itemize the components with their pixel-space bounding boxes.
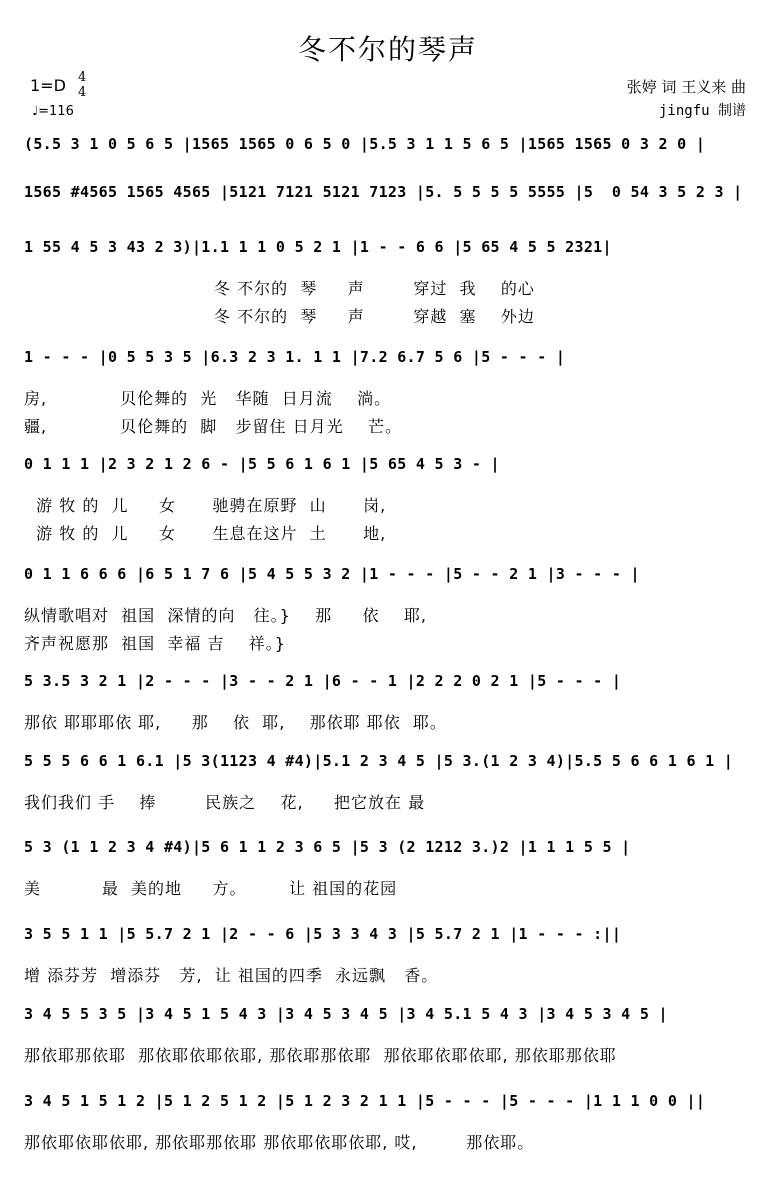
time-signature <box>78 70 86 100</box>
beam-underline <box>32 262 732 263</box>
credits-engraver: jingfu 制谱 <box>658 103 746 119</box>
notation-line: 1565 #4565 1565 4565 |5121 7121 5121 7123 |5. 5 5 5 5 5555 |5 0 54 3 5 2 3 | <box>24 183 743 201</box>
lyric-line: 游 牧 的 儿 女 生息在这片 土 地, <box>24 524 387 543</box>
time-bottom: 4 <box>78 85 87 100</box>
lyric-line: 冬 不尔的 琴 声 穿越 塞 外边 <box>214 307 535 326</box>
beam-underline <box>32 949 732 950</box>
notation-line: 3 4 5 5 3 5 |3 4 5 1 5 4 3 |3 4 5 3 4 5 |3 4 5.1 5 4 3 |3 4 5 3 4 5 | <box>24 1005 668 1023</box>
lyric-line: 那依 耶耶耶依 耶, 那 依 耶, 那依耶 耶依 耶。 <box>24 713 447 732</box>
notation-line: 1 - - - |0 5 5 3 5 |6.3 2 3 1. 1 1 |7.2 6.7 5 6 |5 - - - | <box>24 348 566 366</box>
notation-line: 3 4 5 1 5 1 2 |5 1 2 5 1 2 |5 1 2 3 2 1 1 |5 - - - |5 - - - |1 1 1 0 0 || <box>24 1092 706 1110</box>
lyric-line: 增 添芬芳 增添芬 芳, 让 祖国的四季 永远飘 香。 <box>24 966 439 985</box>
notation-line: 1 55 4 5 3 43 2 3)|1.1 1 1 0 5 2 1 |1 - - 6 6 |5 65 4 5 5 2321| <box>24 238 612 256</box>
beam-underline <box>32 696 732 697</box>
beam-underline <box>32 589 732 590</box>
beam-underline <box>32 776 732 777</box>
credits-lyricist-composer: 张婷 词 王义来 曲 <box>626 78 746 96</box>
lyric-line: 游 牧 的 儿 女 驰骋在原野 山 岗, <box>24 496 387 515</box>
notation-line: 0 1 1 6 6 6 |6 5 1 7 6 |5 4 5 5 3 2 |1 - - - |5 - - 2 1 |3 - - - | <box>24 565 640 583</box>
lyric-line: 美 最 美的地 方。 让 祖国的花园 <box>24 879 398 898</box>
tempo-marking: ♩=116 <box>32 104 74 119</box>
song-title: 冬不尔的琴声 <box>297 33 478 66</box>
lyric-line: 齐声祝愿那 祖国 幸福 吉 祥。} <box>24 634 286 653</box>
beam-underline <box>32 479 732 480</box>
beam-underline <box>32 372 732 373</box>
notation-line: (5.5 3 1 0 5 6 5 |1565 1565 0 6 5 0 |5.5 3 1 1 5 6 5 |1565 1565 0 3 2 0 | <box>24 135 706 153</box>
lyric-line: 疆, 贝伦舞的 脚 步留住 日月光 芒。 <box>24 417 402 436</box>
lyric-line: 房, 贝伦舞的 光 华随 日月流 淌。 <box>24 389 392 408</box>
notation-line: 5 3.5 3 2 1 |2 - - - |3 - - 2 1 |6 - - 1 |2 2 2 0 2 1 |5 - - - | <box>24 672 622 690</box>
beam-underline <box>32 207 732 208</box>
beam-underline <box>32 1029 732 1030</box>
lyric-line: 我们我们 手 捧 民族之 花, 把它放在 最 <box>24 793 426 812</box>
lyric-line: 纵情歌唱对 祖国 深情的向 往。} 那 依 耶, <box>24 606 427 625</box>
notation-line: 0 1 1 1 |2 3 2 1 2 6 - |5 5 6 1 6 1 |5 65 4 5 3 - | <box>24 455 500 473</box>
lyric-line: 冬 不尔的 琴 声 穿过 我 的心 <box>214 279 535 298</box>
notation-line: 5 3 (1 1 2 3 4 #4)|5 6 1 1 2 3 6 5 |5 3 (2 1212 3.)2 |1 1 1 5 5 | <box>24 838 631 856</box>
lyric-line: 那依耶依耶依耶, 那依耶那依耶 那依耶依耶依耶, 哎, 那依耶。 <box>24 1133 535 1152</box>
beam-underline <box>32 862 732 863</box>
lyric-line: 那依耶那依耶 那依耶依耶依耶, 那依耶那依耶 那依耶依耶依耶, 那依耶那依耶 <box>24 1046 617 1065</box>
time-top: 4 <box>78 70 87 85</box>
key-signature: 1=D <box>30 76 66 95</box>
beam-underline <box>32 1116 732 1117</box>
beam-underline <box>32 159 732 160</box>
notation-line: 3 5 5 1 1 |5 5.7 2 1 |2 - - 6 |5 3 3 4 3 |5 5.7 2 1 |1 - - - :|| <box>24 925 622 943</box>
notation-line: 5 5 5 6 6 1 6.1 |5 3(1123 4 #4)|5.1 2 3 4 5 |5 3.(1 2 3 4)|5.5 5 6 6 1 6 1 | <box>24 752 734 770</box>
